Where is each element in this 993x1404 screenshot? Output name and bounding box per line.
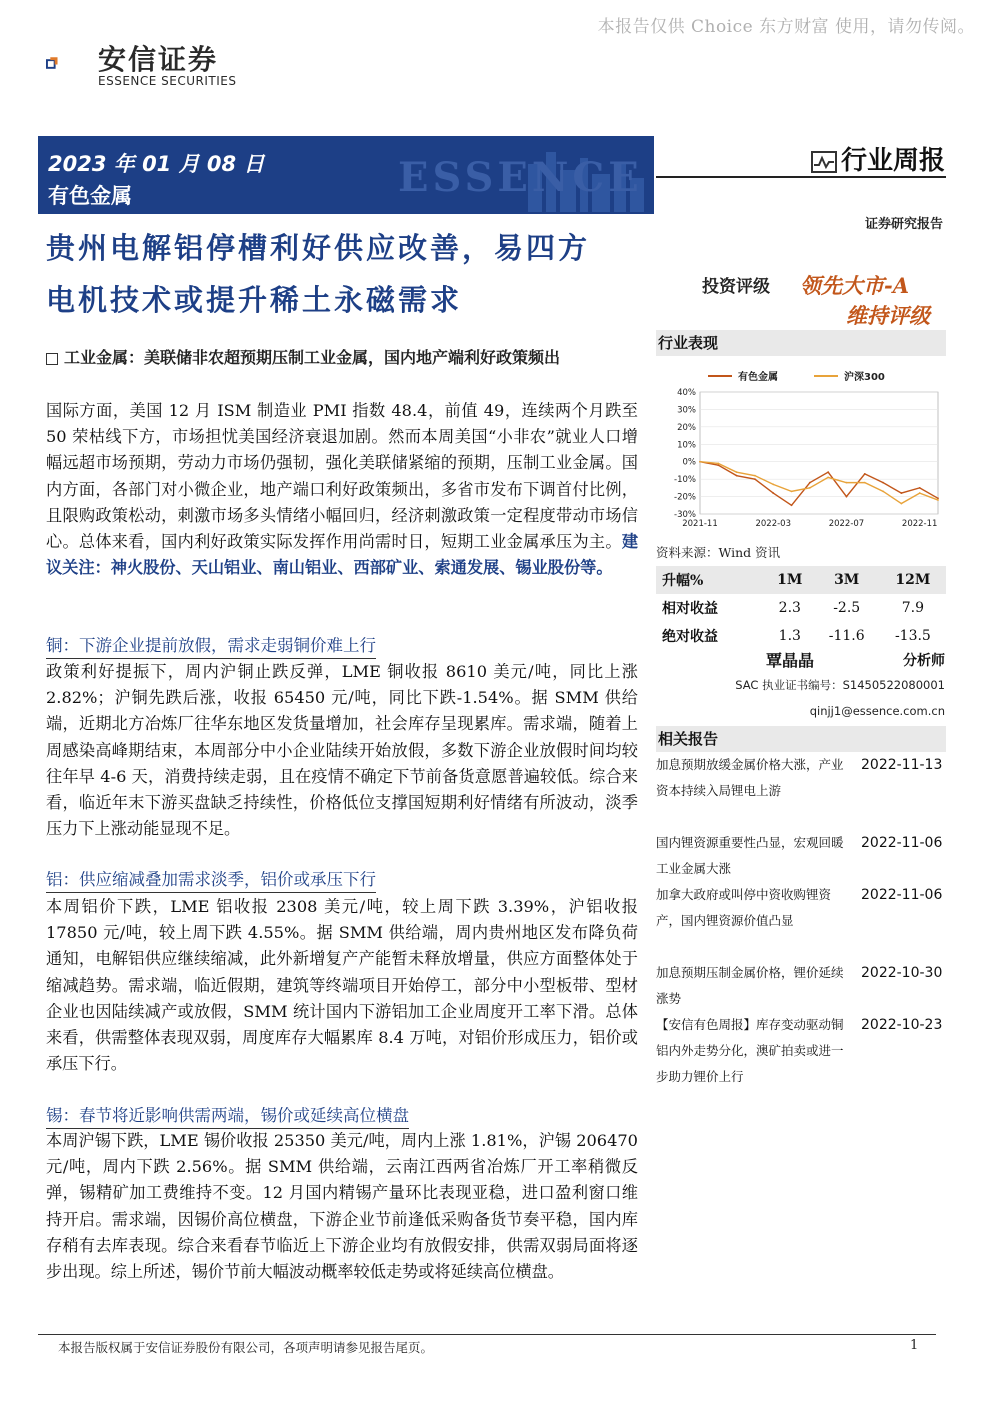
- data-point: [919, 487, 921, 489]
- table-row: [656, 622, 946, 650]
- series-line: [700, 462, 938, 504]
- related-report-title[interactable]: 加拿大政府或叫停中资收购锂资产，国内锂资源价值凸显: [656, 887, 832, 928]
- list-item[interactable]: [656, 1012, 946, 1116]
- data-point: [809, 482, 811, 484]
- data-point: [864, 473, 866, 475]
- perf-cell: -11.6: [828, 628, 865, 644]
- data-point: [791, 490, 793, 492]
- perf-header-cell: 3M: [814, 566, 880, 594]
- subheading-copper: 铜：下游企业提前放假，需求走弱铜价难上行: [46, 634, 376, 659]
- related-report-date: 2022-10-23: [861, 1017, 943, 1033]
- list-item[interactable]: [656, 830, 946, 882]
- y-tick-label: 30%: [677, 405, 696, 416]
- rating-value: 领先大市-A: [800, 273, 910, 298]
- page-number: 1: [910, 1338, 919, 1353]
- report-title-line-2: 电机技术或提升稀土永磁需求: [46, 283, 463, 317]
- paragraph-text: 国际方面，美国 12 月 ISM 制造业 PMI 指数 48.4，前值 49，连续两个月跌至 50 荣枯线下方，市场担忧美国经济衰退加剧。然而本周美国“小非农”就业人口增幅远超市场预期，劳动力市场仍强韧，强化美联储紧缩的预期，压制工业金属。国内方面，各部门对小微企业，地产端口利好政策频出，多省市发布下调首付比例，且限购政策松动，刺激市场多头情绪小幅回归，经济刺激政策一定程度带动市场信心。总体来看，国内利好政策实际发挥作用尚需时日，短期工业金属承压为主。: [46, 401, 638, 552]
- data-point: [699, 461, 701, 463]
- subheading-aluminum: 铝：供应缩减叠加需求淡季，铝价或承压下行: [46, 868, 376, 893]
- data-point: [937, 497, 939, 499]
- pulse-icon: [811, 151, 837, 173]
- data-point: [900, 503, 902, 505]
- perf-header-cell: 升幅%: [656, 566, 766, 594]
- data-point: [754, 475, 756, 477]
- data-point: [919, 492, 921, 494]
- related-report-date: 2022-11-06: [861, 835, 943, 851]
- related-report-date: 2022-11-13: [861, 757, 943, 773]
- industry-perf-title: 行业表现: [656, 330, 946, 356]
- subheading-tin: 锡：春节将近影响供需两端，锡价或延续高位横盘: [46, 1104, 409, 1129]
- legend-label: 有色金属: [738, 372, 778, 383]
- data-point: [827, 471, 829, 473]
- bullet-heading-text: 工业金属：美联储非农超预期压制工业金属，国内地产端利好政策频出: [64, 348, 561, 367]
- x-tick-label: 2021-11: [682, 519, 718, 529]
- y-tick-label: 10%: [677, 440, 696, 451]
- data-point: [717, 464, 719, 466]
- data-point: [864, 482, 866, 484]
- data-point: [791, 504, 793, 506]
- table-row: [656, 594, 946, 622]
- analyst-email[interactable]: qinjj1@essence.com.cn: [809, 704, 945, 718]
- analyst-sac: SAC 执业证书编号：S1450522080001: [735, 678, 945, 692]
- report-subtype: 证券研究报告: [864, 217, 943, 232]
- perf-cell: 1.3: [778, 628, 801, 644]
- logo-text-en: ESSENCE SECURITIES: [98, 74, 237, 88]
- list-item[interactable]: [656, 752, 946, 830]
- related-report-date: 2022-10-30: [861, 965, 943, 981]
- data-point: [882, 482, 884, 484]
- y-tick-label: -10%: [674, 475, 696, 486]
- report-type: [811, 140, 945, 177]
- data-point: [937, 499, 939, 501]
- y-tick-label: 20%: [677, 422, 696, 433]
- data-point: [882, 490, 884, 492]
- related-report-title[interactable]: 国内锂资源重要性凸显，宏观回暖工业金属大涨: [656, 835, 844, 876]
- perf-cell: 相对收益: [662, 601, 718, 617]
- header-banner: [38, 136, 654, 214]
- data-point: [736, 471, 738, 473]
- y-tick-label: 0%: [682, 457, 696, 468]
- chart-source: 资料来源：Wind 资讯: [656, 545, 781, 560]
- perf-table: [656, 566, 946, 650]
- industry-perf-chart: [656, 362, 946, 540]
- paragraph-aluminum: 本周铝价下跌，LME 铝收报 2308 美元/吨，较上周下跌 3.39%，沪铝收报 17850 元/吨，较上周下跌 4.55%。据 SMM 供给端，周内贵州地区发布降负荷通知，电解铝供应继续缩减，此外新增复产产能暂未释放增量，供应方面整体处于缩减趋势。需求端，临近假期，建筑等终端项目开始停工，部分中小型板带、型材企业也因陆续减产或放假，SMM 统计国内下游铝加工企业周度开工率下滑。总体来看，供需整体表现双弱，周度库存大幅累库 8.4 万吨，对铝价形成压力，铝价或承压下行。: [46, 897, 638, 1074]
- perf-cell: 2.3: [778, 600, 801, 616]
- report-sector: 有色金属: [48, 183, 132, 208]
- y-tick-label: 40%: [677, 388, 696, 398]
- data-point: [717, 463, 719, 465]
- data-point: [772, 492, 774, 494]
- list-item[interactable]: [656, 882, 946, 960]
- related-report-title[interactable]: 加息预期压制金属价格，锂价延续涨势: [656, 965, 844, 1006]
- data-point: [809, 487, 811, 489]
- perf-table-header: [656, 566, 946, 594]
- logo-text-cn: 安信证券: [98, 43, 219, 76]
- footer-disclaimer: 本报告版权属于安信证券股份有限公司，各项声明请参见报告尾页。: [58, 1340, 434, 1355]
- data-point: [846, 482, 848, 484]
- report-date: 2023 年 01 月 08 日: [48, 152, 265, 176]
- essence-logo-icon: [46, 38, 94, 90]
- related-report-title[interactable]: 加息预期放缓金属价格大涨，产业资本持续入局锂电上游: [656, 757, 844, 798]
- header-rule: [656, 176, 946, 178]
- data-point: [900, 492, 902, 494]
- banner-watermark-word: ESSENCE: [398, 154, 643, 201]
- x-tick-label: 2022-07: [828, 519, 865, 529]
- x-tick-label: 2022-03: [755, 519, 791, 529]
- data-point: [772, 483, 774, 485]
- plot-frame: [700, 392, 938, 514]
- rating-label: 投资评级: [702, 277, 770, 297]
- analyst-role: 分析师: [903, 653, 945, 669]
- data-point: [754, 478, 756, 480]
- analyst-name: 覃晶晶: [766, 651, 815, 670]
- bullet-square-icon: [46, 353, 58, 365]
- watermark: 本报告仅供 Choice 东方财富 使用，请勿传阅。: [597, 17, 975, 37]
- series-line: [700, 462, 938, 506]
- data-point: [846, 496, 848, 498]
- paragraph-tin: 本周沪锡下跌，LME 锡价收报 25350 美元/吨，周内上涨 1.81%，沪锡 206470 元/吨，周内下跌 2.56%。据 SMM 供给端，云南江西两省冶炼厂开工率稍微反弹，锡精矿加工费维持不变。12 月国内精锡产量环比表现亚稳，进口盈利窗口维持开启。需求端，因锡价高位横盘，下游企业节前逢低采购备货节奏平稳，国内库存稍有去库表现。综合来看春节临近上下游企业均有放假安排，供需双弱局面将逐步出现。综上所述，锡价节前大幅波动概率较低走势或将延续高位横盘。: [46, 1131, 638, 1282]
- related-title: 相关报告: [656, 726, 946, 752]
- report-title-line-1: 贵州电解铝停槽利好供应改善，易四方: [46, 231, 591, 265]
- y-tick-label: -30%: [674, 510, 696, 520]
- related-report-title[interactable]: 【安信有色周报】库存变动驱动铜铝内外走势分化，澳矿拍卖或进一步助力锂价上行: [656, 1017, 844, 1084]
- perf-cell: 绝对收益: [662, 629, 718, 645]
- rating-sub: 维持评级: [846, 303, 930, 328]
- recommendation-text: 建议关注：神火股份、天山铝业、南山铝业、西部矿业、索通发展、锡业股份等。: [46, 532, 638, 578]
- perf-header-cell: 1M: [766, 566, 814, 594]
- perf-header-cell: 12M: [880, 566, 946, 594]
- data-point: [827, 477, 829, 479]
- x-tick-label: 2022-11: [901, 519, 938, 529]
- perf-cell: -13.5: [894, 628, 931, 644]
- report-type-label: 行业周报: [840, 146, 945, 176]
- data-point: [736, 475, 738, 477]
- perf-cell: -2.5: [833, 600, 861, 616]
- y-tick-label: -20%: [674, 492, 696, 503]
- footer-rule: [38, 1334, 936, 1335]
- list-item[interactable]: [656, 960, 946, 1012]
- related-report-date: 2022-11-06: [861, 887, 943, 903]
- paragraph-copper: 政策利好提振下，周内沪铜止跌反弹，LME 铜收报 8610 美元/吨，同比上涨 2.82%；沪铜先跌后涨，收报 65450 元/吨，同比下跌-1.54%。据 SMM 供给端，近期北方冶炼厂往华东地区发货量增加，社会库存呈现累库。需求端，随着上周感染高峰期结束，本周部分中小企业陆续开始放假，多数下游企业放假时间均较往年早 4-6 天，消费持续走弱，且在疫情不确定下节前备货意愿普遍较低。综合来看，临近年末下游买盘缺乏持续性，价格低位支撑国短期利好情绪有所波动，淡季压力下上涨动能显现不足。: [46, 662, 638, 839]
- legend-label: 沪深300: [844, 372, 885, 383]
- section-bullet-heading: [46, 345, 626, 371]
- perf-cell: 7.9: [901, 600, 925, 616]
- paragraph-intl: [46, 398, 638, 581]
